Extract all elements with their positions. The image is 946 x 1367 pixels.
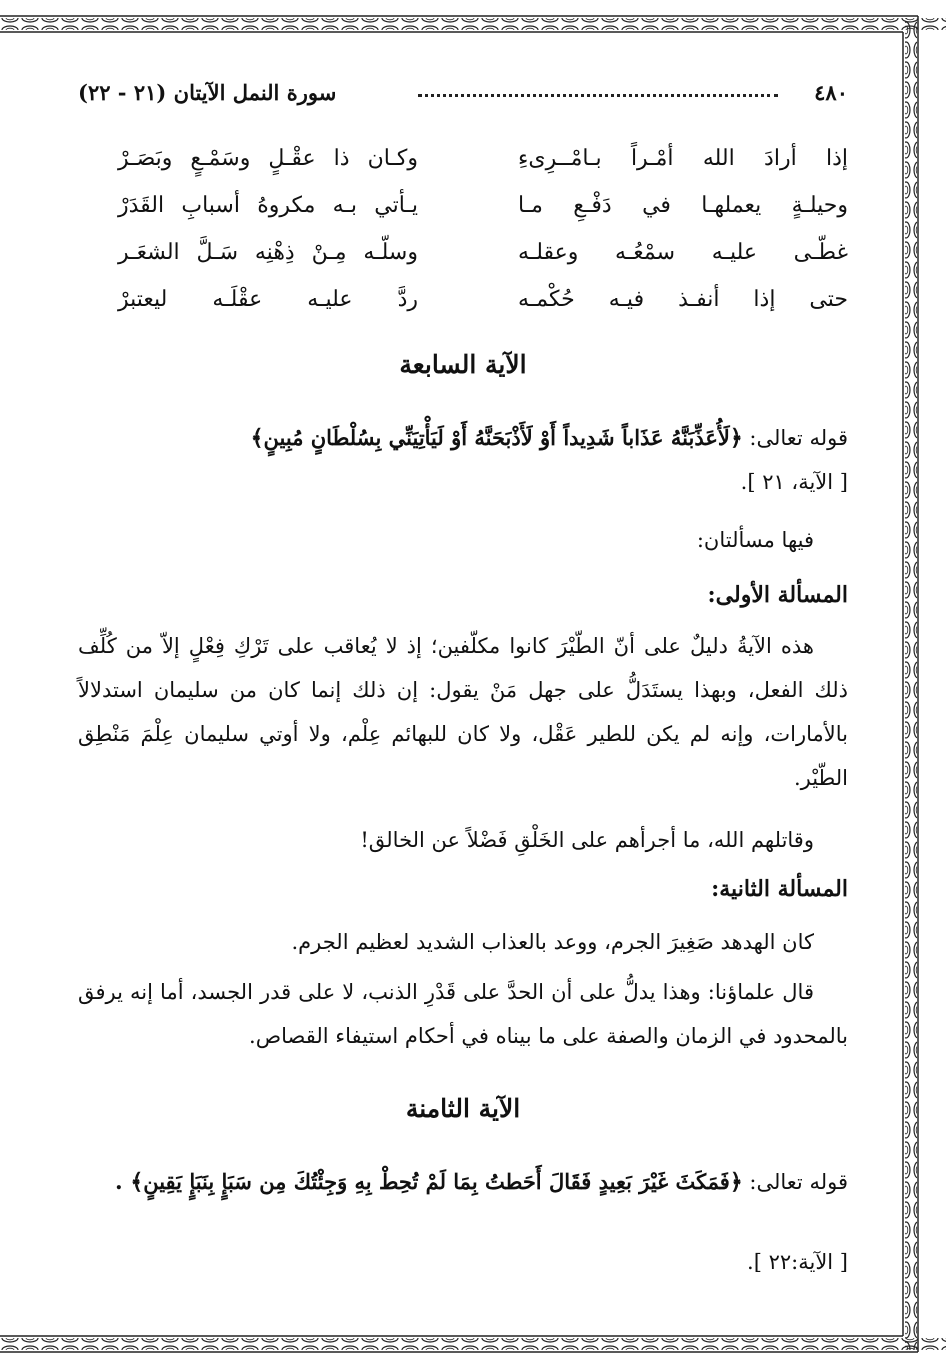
quran-bracket-close: ﴾ . xyxy=(115,1169,144,1195)
poem-first-hemistich: وحيلـةٍ يعملهـا في دَفْـعِ مـا xyxy=(518,193,848,218)
verse-reference: [ الآية، ٢١ ]. xyxy=(740,470,848,494)
second-issue-heading: المسألة الثانية: xyxy=(711,876,848,902)
running-header xyxy=(78,80,848,116)
quran-bracket-close: ﴾ xyxy=(250,425,264,451)
header-title: سورة النمل الآيتان (٢١ - ٢٢) xyxy=(78,80,337,105)
page-number: ٤٨٠ xyxy=(814,80,848,105)
first-issue-heading: المسألة الأولى: xyxy=(707,582,848,608)
second-issue-text-2: قال علماؤنا: وهذا يدلُّ على أن الحدَّ على قَدْرِ الذنب، لا على قدر الجسد، أما إنه يرفق بالمحدود في الزمان والصفة على ما بيناه في أحكام استيفاء القصاص. xyxy=(78,980,848,1048)
verse-intro: قوله تعالى: xyxy=(742,426,848,450)
first-issue-text: هذه الآيةُ دليلٌ على أنّ الطّيْرَ كانوا مكلّفين؛ إذ لا يُعاقب على تَرْكِ فِعْلٍ إلاّ من كُلِّف ذلك الفعل، وبهذا يستَدَلُّ على جهل مَنْ يقول: إن ذلك إنما كان من سليمان استدلالاً بالأمارات، وإنه لم يكن للطير عَقْل، ولا كان للبهائم عِلْم، ولا أوتي سليمان عِلْمَ مَنْطِق الطّيْر. xyxy=(78,634,848,790)
poem-line xyxy=(118,146,848,193)
poem-second-hemistich: يـأتي بـه مكروهُ أسبابِ القَدَرْ xyxy=(118,193,418,218)
poem-first-hemistich: إذا أرادَ الله أمْـراً بـامْــرِىءِ xyxy=(518,146,848,171)
quran-bracket-open: ﴿ xyxy=(729,1169,743,1195)
issues-intro: فيها مسألتان: xyxy=(696,528,814,552)
verse-seven-quote xyxy=(78,416,848,504)
quran-verse-text: فَمَكَثَ غَيْرَ بَعِيدٍ فَقَالَ أَحَطتُ بِمَا لَمْ تُحِطْ بِهِ وَجِئْتُكَ مِن سَبَإٍ بِنَبَإٍ يَقِينٍ xyxy=(143,1169,730,1194)
verse-eight-quote xyxy=(78,1160,848,1204)
verse-intro: قوله تعالى: xyxy=(742,1170,848,1194)
poem-second-hemistich: وسلّـه مِـنْ ذِهْنِه سَـلَّ الشعَـر xyxy=(118,240,418,265)
quran-bracket-open: ﴿ xyxy=(729,425,743,451)
second-issue-text: كان الهدهد صَغِيرَ الجرم، ووعد بالعذاب الشديد لعظيم الجرم. xyxy=(291,930,814,954)
poem-line xyxy=(118,287,848,334)
poem xyxy=(118,146,848,334)
quran-verse-text: لَأُعَذِّبَنَّهُ عَذَاباً شَدِيداً أَوْ لَأَذْبَحَنَّهُ أَوْ لَيَأْتِيَنِّي بِسُلْطَانٍ مُبِينٍ xyxy=(263,425,730,450)
verse-reference-eight: [ الآية:٢٢ ]. xyxy=(747,1250,848,1274)
poem-line xyxy=(118,193,848,240)
section-heading-seventh-verse: الآية السابعة xyxy=(399,350,527,379)
header-dot-leader xyxy=(418,94,778,97)
first-issue-text-2: وقاتلهم الله، ما أجرأهم على الخَلْقِ فَضْلاً عن الخالق! xyxy=(360,828,814,852)
poem-first-hemistich: غطّـى عليـه سمْعُـه وعقلـه xyxy=(518,240,848,265)
poem-first-hemistich: حتى إذا أنفـذ فيـه حُكْمـه xyxy=(518,287,848,312)
poem-second-hemistich: ردَّ عليـه عقْلَـه ليعتبرْ xyxy=(118,287,418,312)
poem-line xyxy=(118,240,848,287)
section-heading-eighth-verse: الآية الثامنة xyxy=(405,1094,521,1123)
poem-second-hemistich: وكـان ذا عقْـلٍ وسَمْـعٍ وبَصَـرْ xyxy=(118,146,418,171)
